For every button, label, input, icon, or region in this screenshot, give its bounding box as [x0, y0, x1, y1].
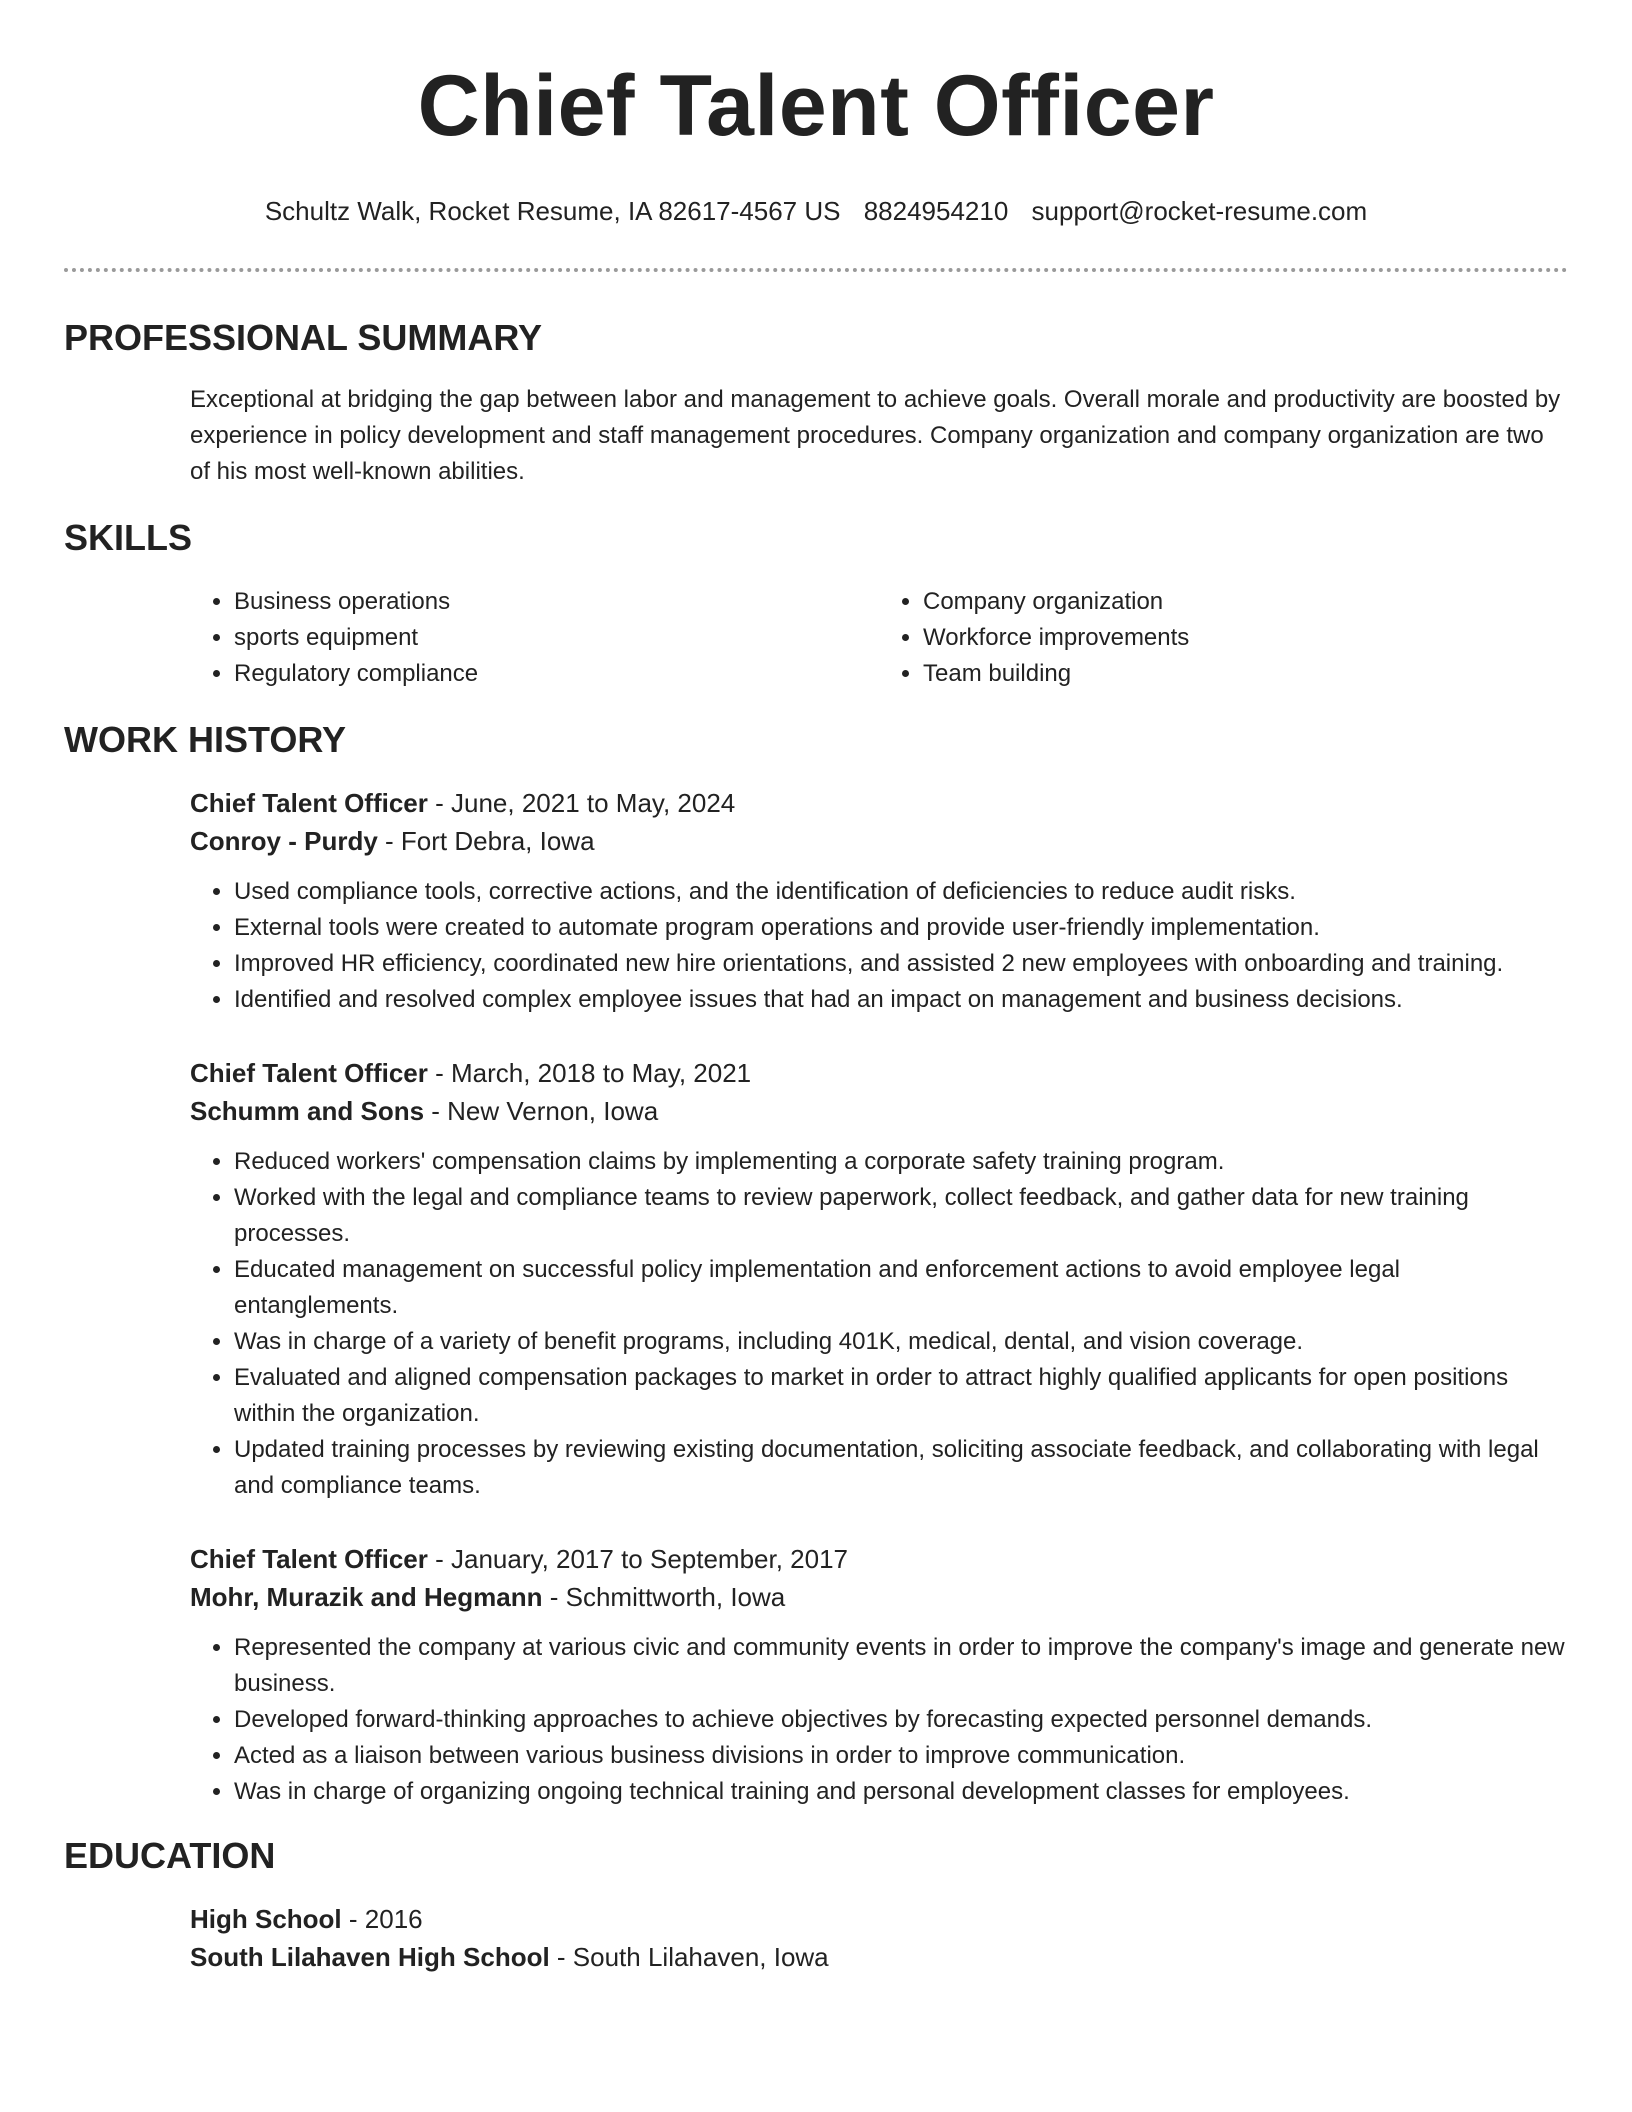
job-title-line [190, 784, 1568, 822]
job-company-line [190, 1092, 1568, 1130]
education-entry [190, 1900, 1568, 1976]
education-heading: EDUCATION [64, 1835, 276, 1876]
job-bullet: • Educated management on successful policy implementation and enforcement actions to avoid employee legal entanglements. [234, 1252, 1568, 1324]
education-degree: High School [190, 1904, 342, 1934]
summary-heading: PROFESSIONAL SUMMARY [64, 317, 543, 358]
skill-item: • Team building [923, 656, 1568, 692]
summary-section [64, 316, 1568, 490]
job-bullets [190, 1144, 1568, 1504]
skill-item: • sports equipment [234, 620, 879, 656]
education-section [64, 1834, 1568, 1976]
job-bullet: • Represented the company at various civic and community events in order to improve the company's image and generate new business. [234, 1630, 1568, 1702]
contact-line [64, 194, 1568, 228]
job-location: - New Vernon, Iowa [424, 1096, 659, 1126]
contact-email: support@rocket-resume.com [1031, 196, 1368, 226]
skill-item: • Workforce improvements [923, 620, 1568, 656]
job-entry [190, 1054, 1568, 1504]
education-school: South Lilahaven High School [190, 1942, 550, 1972]
education-location: - South Lilahaven, Iowa [549, 1942, 829, 1972]
job-dates: - January, 2017 to September, 2017 [427, 1544, 849, 1574]
job-company: Mohr, Murazik and Hegmann [190, 1582, 543, 1612]
job-bullet: • Reduced workers' compensation claims by implementing a corporate safety training program. [234, 1144, 1568, 1180]
education-year: - 2016 [341, 1904, 423, 1934]
work-history-section [64, 718, 1568, 1810]
job-bullet: • Worked with the legal and compliance teams to review paperwork, collect feedback, and gather data for new training processes. [234, 1180, 1568, 1252]
job-bullets [190, 1630, 1568, 1810]
job-role: Chief Talent Officer [190, 1058, 428, 1088]
job-title-line [190, 1054, 1568, 1092]
skills-grid [190, 584, 1568, 692]
job-bullet: • Improved HR efficiency, coordinated new hire orientations, and assisted 2 new employees with onboarding and training. [234, 946, 1568, 982]
contact-address: Schultz Walk, Rocket Resume, IA 82617-4567 US [264, 196, 841, 226]
skills-section [64, 516, 1568, 692]
job-company: Conroy - Purdy [190, 826, 378, 856]
job-role: Chief Talent Officer [190, 788, 428, 818]
job-bullet: • Was in charge of organizing ongoing technical training and personal development classes for employees. [234, 1774, 1568, 1810]
contact-phone: 8824954210 [863, 196, 1009, 226]
work-history-heading: WORK HISTORY [64, 719, 347, 760]
job-bullet: • External tools were created to automate program operations and provide user-friendly implementation. [234, 910, 1568, 946]
job-title-line [190, 1540, 1568, 1578]
job-bullet: • Was in charge of a variety of benefit programs, including 401K, medical, dental, and vision coverage. [234, 1324, 1568, 1360]
job-dates: - March, 2018 to May, 2021 [427, 1058, 752, 1088]
skill-item: • Business operations [234, 584, 879, 620]
job-location: - Schmittworth, Iowa [542, 1582, 786, 1612]
job-bullet: • Evaluated and aligned compensation packages to market in order to attract highly qualified applicants for open positions within the organization. [234, 1360, 1568, 1432]
job-bullet: • Acted as a liaison between various business divisions in order to improve communication. [234, 1738, 1568, 1774]
skill-item: • Regulatory compliance [234, 656, 879, 692]
education-degree-line [190, 1900, 1568, 1938]
job-company-line [190, 1578, 1568, 1616]
job-bullet: • Used compliance tools, corrective actions, and the identification of deficiencies to reduce audit risks. [234, 874, 1568, 910]
resume-title: Chief Talent Officer [417, 58, 1215, 154]
job-entry [190, 1540, 1568, 1810]
header-divider [64, 268, 1568, 272]
education-school-line [190, 1938, 1568, 1976]
skills-list-left [190, 584, 879, 692]
skills-heading: SKILLS [64, 517, 193, 558]
job-bullets [190, 874, 1568, 1018]
job-role: Chief Talent Officer [190, 1544, 428, 1574]
skill-item: • Company organization [923, 584, 1568, 620]
job-entry [190, 784, 1568, 1018]
skills-list-right [879, 584, 1568, 692]
job-bullet: • Updated training processes by reviewing existing documentation, soliciting associate feedback, and collaborating with legal and compliance teams. [234, 1432, 1568, 1504]
job-company-line [190, 822, 1568, 860]
job-location: - Fort Debra, Iowa [377, 826, 595, 856]
job-dates: - June, 2021 to May, 2024 [427, 788, 736, 818]
job-company: Schumm and Sons [190, 1096, 425, 1126]
job-bullet: • Developed forward-thinking approaches to achieve objectives by forecasting expected personnel demands. [234, 1702, 1568, 1738]
job-bullet: • Identified and resolved complex employee issues that had an impact on management and business decisions. [234, 982, 1568, 1018]
summary-text: Exceptional at bridging the gap between labor and management to achieve goals. Overall morale and productivity are boosted by experience in policy development and staff management procedures. Company organization and company organization are two of his most well-known abilities. [190, 386, 1561, 485]
